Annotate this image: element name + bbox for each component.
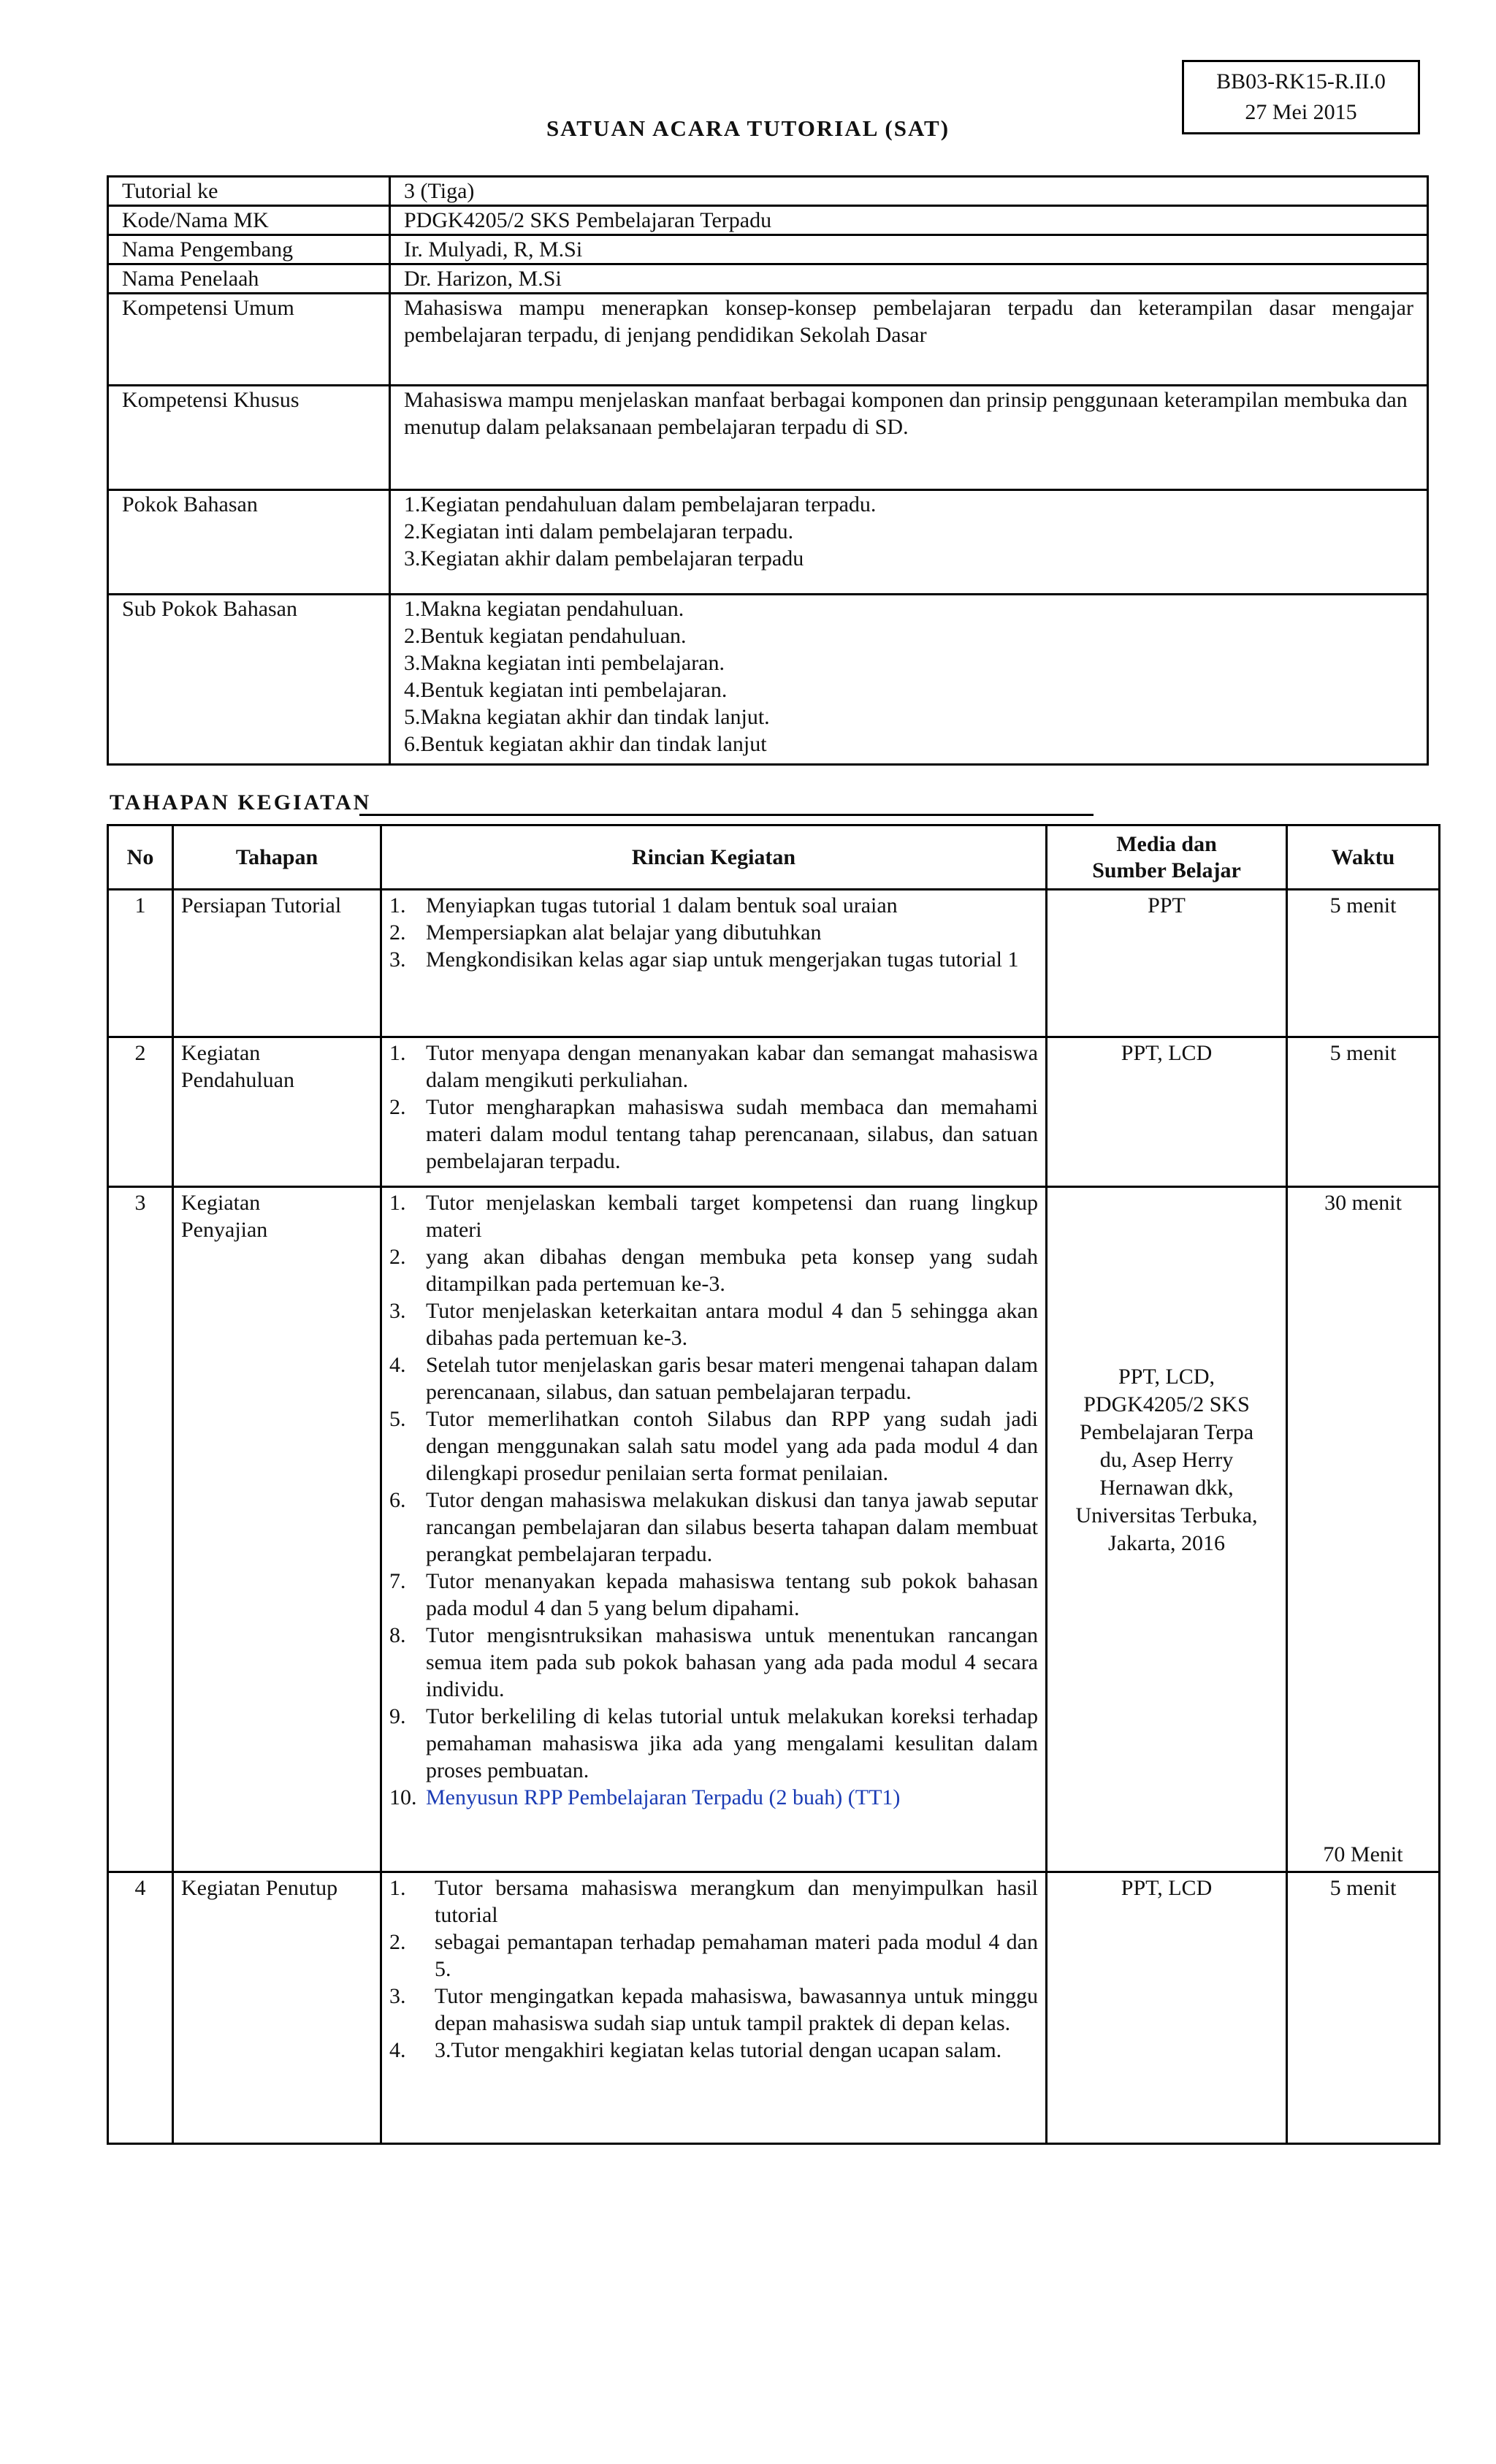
row-waktu-extra: 70 Menit	[1323, 1842, 1403, 1866]
info-label: Pokok Bahasan	[108, 490, 390, 595]
row-waktu-cell	[1287, 1187, 1440, 1872]
list-item	[389, 2037, 1038, 2064]
item-number: 1.	[389, 1191, 406, 1215]
row-media: PPT, LCD, PDGK4205/2 SKS Pembelajaran Terpa du, Asep Herry Hernawan dkk, Universitas Terbuka, Jakarta, 2016	[1047, 1187, 1287, 1872]
item-number: 2.	[389, 1245, 406, 1269]
item-number: 4.	[389, 2038, 406, 2062]
row-tahapan: Kegiatan Penyajian	[173, 1187, 381, 1872]
table-row	[108, 1037, 1440, 1187]
row-media: PPT, LCD	[1047, 1872, 1287, 2144]
info-label: Nama Pengembang	[108, 235, 390, 264]
info-label: Kode/Nama MK	[108, 206, 390, 235]
info-value: 1.Kegiatan pendahuluan dalam pembelajaran terpadu. 2.Kegiatan inti dalam pembelajaran terpadu. 3.Kegiatan akhir dalam pembelajaran terpadu	[390, 490, 1428, 595]
info-value: Dr. Harizon, M.Si	[390, 264, 1428, 294]
table-row	[108, 890, 1440, 1037]
info-row	[108, 386, 1428, 490]
section-underline	[359, 814, 1094, 816]
list-item	[389, 1874, 1038, 1929]
info-value: Mahasiswa mampu menerapkan konsep-konsep pembelajaran terpadu dan keterampilan dasar mengajar pembelajaran terpadu, di jenjang pendidikan Sekolah Dasar	[390, 294, 1428, 386]
item-number: 2.	[389, 1930, 406, 1954]
info-value: PDGK4205/2 SKS Pembelajaran Terpadu	[390, 206, 1428, 235]
list-item	[389, 1189, 1038, 1243]
item-text: Menyusun RPP Pembelajaran Terpadu (2 buah) (TT1)	[426, 1785, 901, 1809]
list-item	[389, 1297, 1038, 1351]
list-item	[389, 1040, 1038, 1094]
item-text: Mengkondisikan kelas agar siap untuk mengerjakan tugas tutorial 1	[426, 947, 1019, 972]
list-item	[389, 1487, 1038, 1568]
row-waktu: 5 menit	[1287, 1872, 1440, 2144]
item-text: 3.Tutor mengakhiri kegiatan kelas tutorial dengan ucapan salam.	[435, 2038, 1002, 2062]
item-text: Tutor berkeliling di kelas tutorial untuk melakukan koreksi terhadap pemahaman mahasiswa jika ada yang mengalami kesulitan dalam proses pembuatan.	[426, 1704, 1038, 1782]
row-media: PPT, LCD	[1047, 1037, 1287, 1187]
row-waktu: 30 menit	[1324, 1191, 1402, 1215]
row-media: PPT	[1047, 890, 1287, 1037]
info-row	[108, 264, 1428, 294]
info-table	[107, 175, 1429, 766]
list-item	[389, 1622, 1038, 1703]
table-header-row	[108, 825, 1440, 890]
item-text: Tutor mengharapkan mahasiswa sudah membaca dan memahami materi dalam modul tentang tahap perencanaan, silabus, dan satuan pembelajaran terpadu.	[426, 1095, 1038, 1173]
document-date: 27 Mei 2015	[1245, 100, 1357, 124]
row-tahapan: Kegiatan Penutup	[173, 1872, 381, 2144]
list-item	[389, 1929, 1038, 1983]
row-no: 1	[108, 890, 173, 1037]
item-text: Tutor mengingatkan kepada mahasiswa, bawasannya untuk minggu depan mahasiswa sudah siap untuk tampil praktek di depan kelas.	[435, 1984, 1038, 2035]
item-number: 1.	[389, 893, 406, 918]
row-tahapan: Kegiatan Pendahuluan	[173, 1037, 381, 1187]
item-text: Tutor menanyakan kepada mahasiswa tentang sub pokok bahasan pada modul 4 dan 5 yang belum dipahami.	[426, 1569, 1038, 1620]
info-row	[108, 206, 1428, 235]
row-no: 4	[108, 1872, 173, 2144]
list-item	[389, 892, 1038, 919]
item-text: Setelah tutor menjelaskan garis besar materi mengenai tahapan dalam perencanaan, silabus, dan satuan pembelajaran terpadu.	[426, 1353, 1038, 1404]
col-header-no: No	[108, 825, 173, 890]
row-rincian	[381, 890, 1047, 1037]
item-number: 6.	[389, 1488, 406, 1512]
item-number: 7.	[389, 1569, 406, 1593]
item-text: Tutor menjelaskan keterkaitan antara modul 4 dan 5 sehingga akan dibahas pada pertemuan ke-3.	[426, 1299, 1038, 1350]
list-item	[389, 919, 1038, 946]
row-waktu: 5 menit	[1287, 890, 1440, 1037]
item-number: 3.	[389, 947, 406, 972]
item-number: 2.	[389, 1095, 406, 1119]
list-item	[389, 1094, 1038, 1175]
table-row	[108, 1872, 1440, 2144]
list-item	[389, 1568, 1038, 1622]
table-row	[108, 1187, 1440, 1872]
row-rincian	[381, 1187, 1047, 1872]
col-header-media: Media dan Sumber Belajar	[1047, 825, 1287, 890]
item-text: Mempersiapkan alat belajar yang dibutuhkan	[426, 920, 822, 945]
info-label: Tutorial ke	[108, 177, 390, 206]
item-number: 5.	[389, 1407, 406, 1431]
document-code: BB03-RK15-R.II.0	[1216, 69, 1386, 94]
info-label: Kompetensi Umum	[108, 294, 390, 386]
item-number: 1.	[389, 1876, 406, 1900]
section-heading: TAHAPAN KEGIATAN	[110, 790, 372, 815]
col-header-tahapan: Tahapan	[173, 825, 381, 890]
info-value: 3 (Tiga)	[390, 177, 1428, 206]
info-value: 1.Makna kegiatan pendahuluan. 2.Bentuk kegiatan pendahuluan. 3.Makna kegiatan inti pembelajaran. 4.Bentuk kegiatan inti pembelajaran. 5.Makna kegiatan akhir dan tindak lanjut. 6.Bentuk kegiatan akhir dan tindak lanjut	[390, 595, 1428, 765]
info-row	[108, 177, 1428, 206]
row-tahapan: Persiapan Tutorial	[173, 890, 381, 1037]
info-row	[108, 595, 1428, 765]
item-text: sebagai pemantapan terhadap pemahaman materi pada modul 4 dan 5.	[435, 1930, 1038, 1981]
info-label: Sub Pokok Bahasan	[108, 595, 390, 765]
item-number: 8.	[389, 1623, 406, 1647]
item-number: 9.	[389, 1704, 406, 1728]
item-text: Tutor menjelaskan kembali target kompetensi dan ruang lingkup materi	[426, 1191, 1038, 1242]
item-number: 10.	[389, 1785, 417, 1809]
col-header-waktu: Waktu	[1287, 825, 1440, 890]
item-number: 1.	[389, 1041, 406, 1065]
list-item	[389, 1703, 1038, 1784]
activity-table	[107, 824, 1440, 2145]
info-value: Mahasiswa mampu menjelaskan manfaat berbagai komponen dan prinsip penggunaan keterampilan membuka dan menutup dalam pelaksanaan pembelajaran terpadu di SD.	[390, 386, 1428, 490]
item-number: 2.	[389, 920, 406, 945]
page-title: SATUAN ACARA TUTORIAL (SAT)	[546, 115, 950, 141]
item-text: Tutor bersama mahasiswa merangkum dan menyimpulkan hasil tutorial	[435, 1876, 1038, 1927]
col-header-rincian: Rincian Kegiatan	[381, 825, 1047, 890]
info-label: Kompetensi Khusus	[108, 386, 390, 490]
item-number: 4.	[389, 1353, 406, 1377]
info-row	[108, 235, 1428, 264]
item-text: yang akan dibahas dengan membuka peta konsep yang sudah ditampilkan pada pertemuan ke-3.	[426, 1245, 1038, 1296]
list-item	[389, 1351, 1038, 1405]
list-item	[389, 946, 1038, 973]
info-value: Ir. Mulyadi, R, M.Si	[390, 235, 1428, 264]
row-no: 2	[108, 1037, 173, 1187]
list-item	[389, 1243, 1038, 1297]
item-text: Tutor memerlihatkan contoh Silabus dan RPP yang sudah jadi dengan menggunakan salah satu model yang ada pada modul 4 dan dilengkapi prosedur penilaian serta format penilaian.	[426, 1407, 1038, 1485]
row-rincian	[381, 1037, 1047, 1187]
list-item	[389, 1405, 1038, 1487]
info-row	[108, 294, 1428, 386]
item-text: Tutor dengan mahasiswa melakukan diskusi dan tanya jawab seputar rancangan pembelajaran dan silabus beserta tahapan dalam membuat perangkat pembelajaran terpadu.	[426, 1488, 1038, 1566]
info-label: Nama Penelaah	[108, 264, 390, 294]
info-row	[108, 490, 1428, 595]
list-item	[389, 1983, 1038, 2037]
item-text: Tutor menyapa dengan menanyakan kabar dan semangat mahasiswa dalam mengikuti perkuliahan.	[426, 1041, 1038, 1092]
item-number: 3.	[389, 1984, 406, 2008]
item-text: Menyiapkan tugas tutorial 1 dalam bentuk soal uraian	[426, 893, 898, 918]
list-item-highlighted	[389, 1784, 1038, 1811]
row-rincian	[381, 1872, 1047, 2144]
item-text: Tutor mengisntruksikan mahasiswa untuk menentukan rancangan semua item pada sub pokok bahasan yang ada pada modul 4 secara individu.	[426, 1623, 1038, 1701]
item-number: 3.	[389, 1299, 406, 1323]
row-waktu: 5 menit	[1287, 1037, 1440, 1187]
row-no: 3	[108, 1187, 173, 1872]
